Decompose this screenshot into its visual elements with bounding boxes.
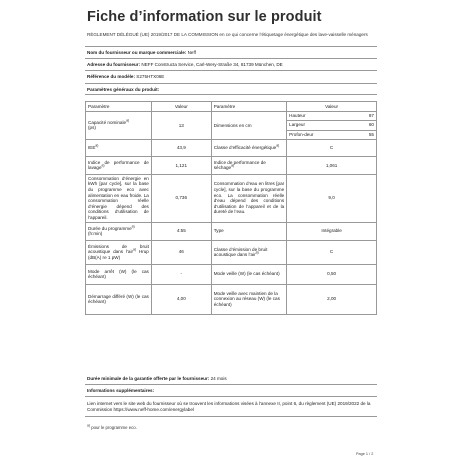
energy-consumption-value: 0,736 xyxy=(151,174,211,222)
supplier-label: Nom du fournisseur ou marque commerciale: xyxy=(87,50,187,55)
footnote-text: pour le programme eco. xyxy=(91,425,137,430)
noise-class-value: C xyxy=(287,240,377,264)
general-params-row xyxy=(85,83,377,95)
footnote-marker: a) xyxy=(87,423,91,428)
water-consumption-label: Consommation d’eau en litres [par cycle], sur la base du programme eco. La consommation réelle d’eau dépend des conditions d’utilisation de l’appareil et de la dureté de l’eau. xyxy=(211,174,286,222)
type-value: Intégrable xyxy=(287,222,377,240)
drying-index-label: Indice de performance de séchage$^{a)}$ xyxy=(211,156,286,174)
standby-mode-value: 0,50 xyxy=(287,264,377,284)
energy-class-value: C xyxy=(287,139,377,156)
supplier-row xyxy=(85,46,377,58)
energy-consumption-label: Consommation d’énergie en kWh [par cycle], sur la base du programme eco avec alimentation en eau froide. La consommation réelle d’énergie dépend des conditions d’utilisation de l’appareil. xyxy=(86,174,152,222)
table-row xyxy=(86,264,377,284)
width-label: Largeur xyxy=(287,121,354,130)
table-row xyxy=(86,174,377,222)
dimensions-label: Dimensions en cm xyxy=(211,112,286,140)
noise-class-label: Classe d’émission de bruit acoustique dans l’air$^{a)}$ xyxy=(211,240,286,264)
table-row xyxy=(86,139,377,156)
address-value: NEFF Constructa Service, Carl-Wery-Straße 34, 81739 München, DE xyxy=(141,62,283,67)
networked-standby-label: Mode veille avec maintien de la connexion au réseau (W) (le cas échéant) xyxy=(211,284,286,314)
noise-emission-label: Émissions de bruit acoustique dans l’air$^{a)}$ Hrup (dB(A) re 1 pW) xyxy=(86,240,152,264)
page-number: Page 1 / 2 xyxy=(356,452,374,456)
model-value: S275HTX06E xyxy=(136,74,165,79)
address-row xyxy=(85,58,377,70)
energy-class-label: Classe d’efficacité énergétique$^{a)}$ xyxy=(211,139,286,156)
dimensions-cell xyxy=(287,112,377,140)
delay-start-label: Démarrage différé (W) (le cas échéant) xyxy=(86,284,152,314)
warranty-value: 24 mois xyxy=(210,376,227,381)
capacity-label: Capacité nominale$^{a)}$ (ps) xyxy=(86,112,152,140)
table-header-row xyxy=(86,102,377,112)
warranty-label: Durée minimale de la garantie offerte par le fournisseur: xyxy=(87,376,210,381)
table-row xyxy=(86,156,377,174)
off-mode-label: Mode arrêt (W) (le cas échéant) xyxy=(86,264,152,284)
table-row xyxy=(86,222,377,240)
dimensions-table xyxy=(287,112,376,139)
delay-start-value: 4,00 xyxy=(151,284,211,314)
supplier-value: Neff xyxy=(187,50,196,55)
table-row xyxy=(86,284,377,314)
off-mode-value: - xyxy=(151,264,211,284)
table-row xyxy=(86,112,377,140)
capacity-value: 13 xyxy=(151,112,211,140)
washing-index-label: Indice de performance de lavage$^{a)}$ xyxy=(86,156,152,174)
water-consumption-value: 9,0 xyxy=(287,174,377,222)
header-param-2: Paramètre xyxy=(211,102,286,112)
width-value: 60 xyxy=(354,121,376,130)
eei-label: IEE$^{a)}$ xyxy=(86,139,152,156)
depth-label: Profon-deur xyxy=(287,130,354,139)
link-text: Lien internet vers le site web du fournisseur où se trouvent les informations visées à l’annexe II, point 6, du règlement (UE) 2019/2022 de la Commission https://www.neff-home.com/energylabel xyxy=(85,399,377,417)
standby-mode-label: Mode veille (W) (le cas échéant) xyxy=(211,264,286,284)
header-value-2: Valeur xyxy=(287,102,377,112)
footnote xyxy=(87,425,137,430)
additional-info-row xyxy=(85,386,377,397)
height-label: Hauteur xyxy=(289,113,306,118)
header-value: Valeur xyxy=(151,102,211,112)
additional-info-label: Informations supplémentaires: xyxy=(87,388,155,393)
address-label: Adresse du fournisseur: xyxy=(87,62,141,67)
page-title: Fiche d’information sur le produit xyxy=(87,9,322,25)
drying-index-value: 1,061 xyxy=(287,156,377,174)
networked-standby-value: 2,00 xyxy=(287,284,377,314)
model-row xyxy=(85,70,377,82)
warranty-row xyxy=(85,374,377,385)
eei-value: 43,9 xyxy=(151,139,211,156)
general-params-label: Paramètres généraux du produit: xyxy=(87,87,160,92)
washing-index-value: 1,121 xyxy=(151,156,211,174)
noise-emission-value: 46 xyxy=(151,240,211,264)
program-duration-label: Durée du programme$^{a)}$ (h:min) xyxy=(86,222,152,240)
type-label: Type xyxy=(211,222,286,240)
model-label: Référence du modèle: xyxy=(87,74,135,79)
depth-value: 55 xyxy=(354,130,376,139)
regulation-text: RÈGLEMENT DÉLÉGUÉ (UE) 2019/2017 DE LA COMMISSION en ce qui concerne l’étiquetage énergétique des lave-vaisselle ménagers xyxy=(87,32,368,37)
parameters-table xyxy=(85,101,377,315)
table-row xyxy=(86,240,377,264)
program-duration-value: 4:55 xyxy=(151,222,211,240)
height-value: 87 xyxy=(368,113,374,118)
header-param: Paramètre xyxy=(86,102,152,112)
